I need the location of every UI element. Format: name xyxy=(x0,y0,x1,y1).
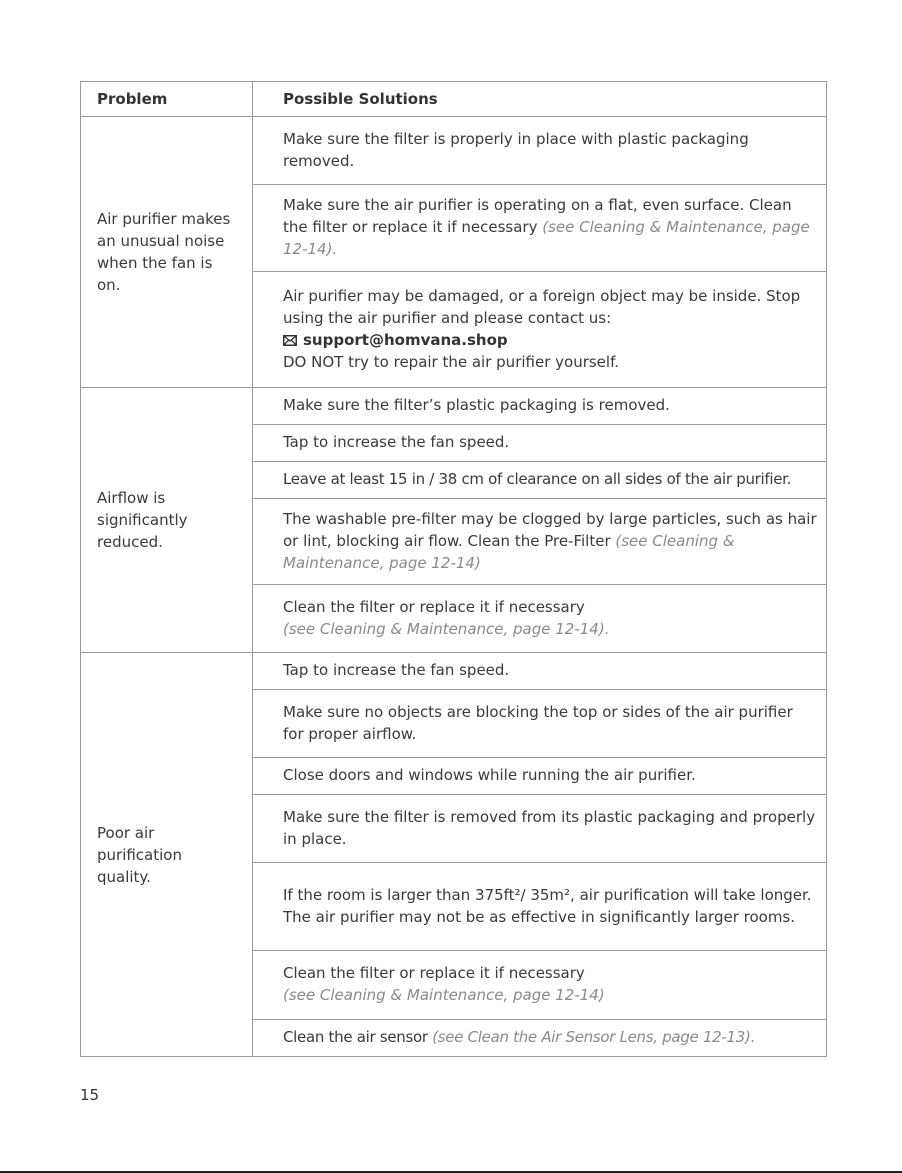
solution-text: Tap to increase the fan speed. xyxy=(283,661,510,679)
troubleshooting-table xyxy=(80,81,827,1057)
solution-text: Leave at least 15 in / 38 cm of clearance on all sides of the air purifier. xyxy=(283,470,792,488)
solution-text: DO NOT try to repair the air purifier yourself. xyxy=(283,352,620,371)
solution-text: Clean the filter or replace it if necessary xyxy=(283,597,585,616)
table-row xyxy=(81,388,827,425)
solution-text: Clean the filter or replace it if necessary xyxy=(283,964,585,982)
solution-cell xyxy=(253,462,827,499)
solution-cell xyxy=(253,653,827,690)
solution-cell xyxy=(253,863,827,951)
solution-text: Air purifier may be damaged, or a foreign object may be inside. Stop using the air purifier and please contact us: xyxy=(283,286,801,327)
solution-text: Make sure the filter is removed from its plastic packaging and properly in place. xyxy=(283,807,816,848)
problem-cell: Poor air purification quality. xyxy=(81,653,253,1057)
solution-cell xyxy=(253,758,827,795)
solution-text: Clean the air sensor xyxy=(283,1028,433,1046)
support-email-line xyxy=(283,329,818,351)
page-reference: (see Cleaning & Maintenance, page 12-14). xyxy=(283,619,610,638)
solution-text: Close doors and windows while running the air purifier. xyxy=(283,766,696,784)
solution-text: If the room is larger than 375ft²/ 35m², air purification will take longer. The air purifier may not be as effective in significantly larger rooms. xyxy=(283,885,812,926)
solution-cell xyxy=(253,499,827,585)
problem-cell: Airflow is significantly reduced. xyxy=(81,388,253,653)
table-row xyxy=(81,653,827,690)
page-reference: (see Cleaning & Maintenance, page 12-14) xyxy=(283,531,735,572)
solution-text: Make sure the filter is properly in place with plastic packaging removed. xyxy=(283,129,749,170)
solution-cell xyxy=(253,425,827,462)
header-problem: Problem xyxy=(81,82,253,117)
page-reference: (see Cleaning & Maintenance, page 12-14). xyxy=(283,218,810,258)
solution-text: Tap to increase the fan speed. xyxy=(283,433,510,451)
page-reference: (see Cleaning & Maintenance, page 12-14) xyxy=(283,986,605,1004)
problem-cell: Air purifier makes an unusual noise when the fan is on. xyxy=(81,117,253,388)
page-number: 15 xyxy=(80,1086,100,1104)
support-email[interactable]: support@homvana.shop xyxy=(303,330,508,349)
solution-cell xyxy=(253,272,827,388)
solution-cell xyxy=(253,1020,827,1057)
table-row xyxy=(81,117,827,185)
solution-text: Make sure no objects are blocking the top or sides of the air purifier for proper airflow. xyxy=(283,702,793,743)
solution-cell xyxy=(253,951,827,1020)
mail-icon xyxy=(283,335,297,346)
solution-cell xyxy=(253,585,827,653)
solution-cell xyxy=(253,185,827,272)
solution-cell xyxy=(253,117,827,185)
solution-cell xyxy=(253,388,827,425)
header-solutions: Possible Solutions xyxy=(253,82,827,117)
solution-text: The washable pre-filter may be clogged by large particles, such as hair or lint, blocking air flow. Clean the Pre-Filter xyxy=(283,509,817,550)
solution-cell xyxy=(253,690,827,758)
solution-text: Make sure the air purifier is operating on a flat, even surface. Clean the filter or replace it if necessary xyxy=(283,196,792,236)
page-reference: (see Clean the Air Sensor Lens, page 12-13). xyxy=(432,1028,756,1046)
solution-cell xyxy=(253,795,827,863)
solution-text: Make sure the filter’s plastic packaging is removed. xyxy=(283,396,670,414)
table-header-row xyxy=(81,82,827,117)
